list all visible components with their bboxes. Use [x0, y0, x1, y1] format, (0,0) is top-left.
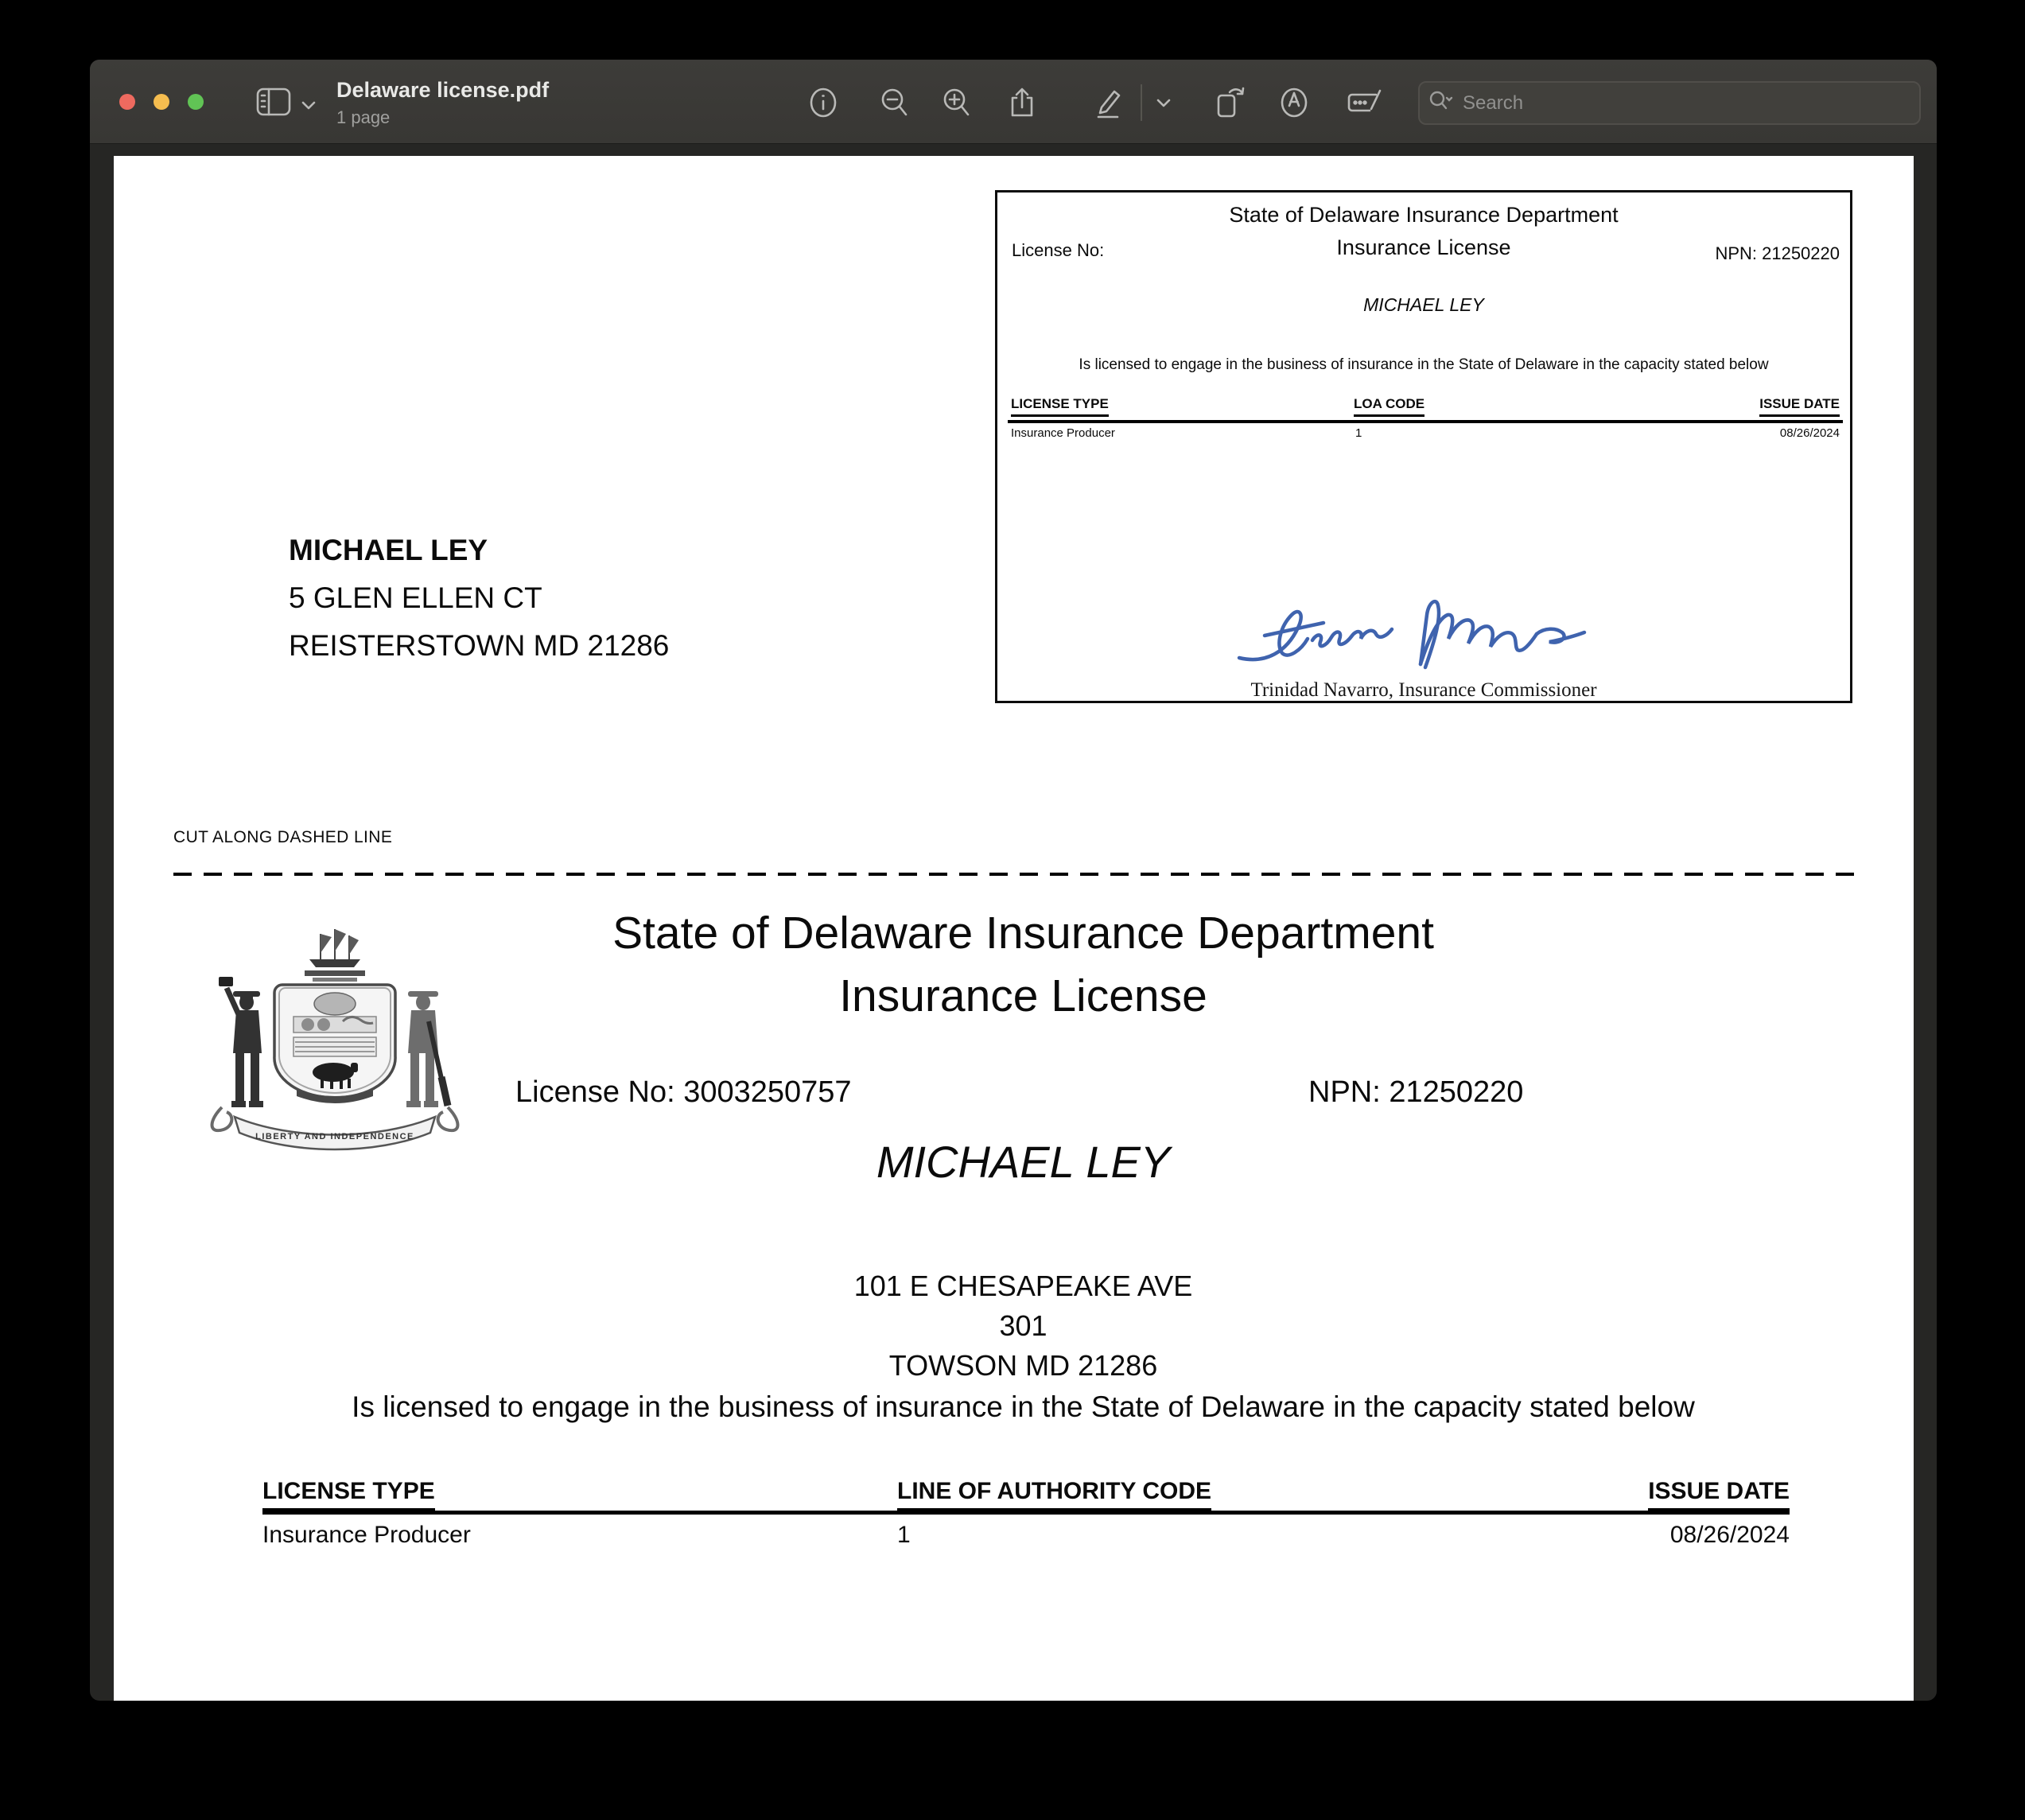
card-licensed-text: Is licensed to engage in the business of insurance in the State of Delaware in the capacity stated below	[1079, 356, 1769, 373]
table-rule	[262, 1511, 1790, 1515]
seal-motto-text: LIBERTY AND INDEPENDENCE	[255, 1132, 414, 1141]
sign-pen-icon	[1277, 85, 1312, 124]
zoom-out-button[interactable]	[874, 84, 915, 125]
close-button[interactable]	[119, 94, 135, 110]
card-licensee-name: MICHAEL LEY	[1363, 294, 1484, 315]
table-value-loa-code: 1	[897, 1522, 911, 1548]
sidebar-icon	[255, 86, 292, 122]
markup-options-button[interactable]	[1149, 84, 1178, 125]
main-title-line1: State of Delaware Insurance Department	[612, 908, 1434, 959]
main-title	[133, 902, 1914, 1028]
info-icon	[806, 85, 841, 124]
minimize-button[interactable]	[154, 94, 169, 110]
table-value-issue-date: 08/26/2024	[1669, 1522, 1790, 1548]
table-value-license-type: Insurance Producer	[262, 1522, 471, 1548]
search-icon	[1420, 91, 1453, 115]
rotate-icon	[1211, 84, 1247, 125]
window-subtitle: 1 page	[336, 107, 391, 127]
table-header-loa-code: LINE OF AUTHORITY CODE	[897, 1478, 1211, 1511]
markup-button[interactable]	[1087, 84, 1129, 125]
markup-pencil-icon	[1090, 85, 1125, 124]
toolbar-divider	[1141, 84, 1142, 121]
main-licensed-text: Is licensed to engage in the business of insurance in the State of Delaware in the capacity stated below	[352, 1390, 1695, 1423]
card-header-license-type: LICENSE TYPE	[1011, 396, 1109, 417]
form-fill-button[interactable]	[1343, 84, 1385, 125]
window-title: Delaware license.pdf	[336, 78, 550, 102]
card-table-rule	[1008, 420, 1843, 423]
card-value-license-type: Insurance Producer	[1011, 426, 1115, 440]
license-card-small	[995, 190, 1852, 703]
main-npn: NPN: 21250220	[1308, 1075, 1524, 1109]
commissioner-signature-image	[1217, 594, 1630, 678]
preview-window	[90, 60, 1937, 1701]
sidebar-toggle-button[interactable]	[253, 83, 294, 124]
zoom-in-icon	[939, 85, 974, 124]
search-input[interactable]	[1461, 91, 1878, 115]
share-icon	[1005, 85, 1040, 124]
card-header-loa-code: LOA CODE	[1354, 396, 1424, 417]
pdf-page[interactable]	[114, 156, 1914, 1701]
info-button[interactable]	[803, 84, 844, 125]
card-license-no-label: License No:	[1012, 240, 1105, 260]
chevron-down-icon	[301, 99, 317, 115]
main-address-line3: TOWSON MD 21286	[888, 1349, 1158, 1382]
mailing-name: MICHAEL LEY	[289, 534, 488, 566]
main-address-line2: 301	[999, 1309, 1047, 1342]
markup-chevron-icon	[1156, 97, 1172, 112]
card-value-issue-date: 08/26/2024	[1779, 426, 1840, 440]
card-title-line2: Insurance License	[1336, 235, 1511, 259]
signature-caption: Trinidad Navarro, Insurance Commissioner	[1250, 679, 1597, 701]
form-fill-icon	[1344, 85, 1384, 124]
zoom-window-button[interactable]	[188, 94, 204, 110]
sign-button[interactable]	[1273, 84, 1315, 125]
zoom-out-icon	[877, 85, 912, 124]
cut-along-label: CUT ALONG DASHED LINE	[173, 828, 393, 846]
search-field[interactable]	[1418, 81, 1921, 125]
main-address-line1: 101 E CHESAPEAKE AVE	[853, 1270, 1193, 1302]
sidebar-menu-chevron[interactable]	[295, 86, 322, 127]
mailing-line2: REISTERSTOWN MD 21286	[289, 629, 670, 662]
table-header-issue-date: ISSUE DATE	[1648, 1478, 1790, 1511]
zoom-in-button[interactable]	[936, 84, 978, 125]
card-npn: NPN: 21250220	[1715, 243, 1840, 263]
main-title-line2: Insurance License	[839, 970, 1207, 1021]
license-table	[262, 1478, 1790, 1558]
card-value-loa-code: 1	[1355, 426, 1362, 440]
titlebar	[90, 60, 1937, 144]
mailing-line1: 5 GLEN ELLEN CT	[289, 581, 542, 614]
dashed-cut-line	[173, 873, 1855, 876]
card-title-line1: State of Delaware Insurance Department	[1229, 203, 1619, 227]
table-header-license-type: LICENSE TYPE	[262, 1478, 435, 1511]
share-button[interactable]	[1001, 84, 1043, 125]
main-license-no: License No: 3003250757	[515, 1075, 852, 1109]
card-header-issue-date: ISSUE DATE	[1759, 396, 1840, 417]
rotate-button[interactable]	[1208, 84, 1250, 125]
main-licensee-name: MICHAEL LEY	[876, 1137, 1171, 1187]
